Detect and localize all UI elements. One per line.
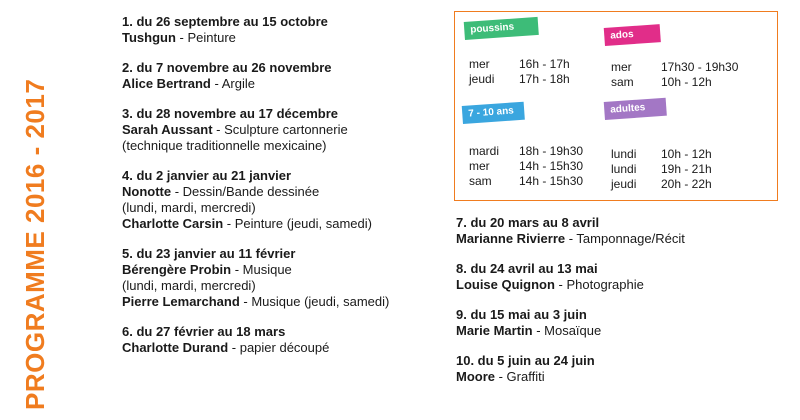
program-entry [122,106,442,154]
program-entry [122,14,442,46]
entry-line [122,294,442,310]
program-entry [456,215,786,247]
tag-7-10-ans: 7 - 10 ans [462,102,525,124]
time-label: 17h30 - 19h30 [661,60,739,74]
group-ados [611,60,738,90]
entry-line [122,340,442,356]
tag-ados: ados [604,24,661,46]
schedule-row [469,174,583,189]
program-entry [122,168,442,232]
group-adultes [611,147,712,192]
activity-description: - Argile [210,76,255,91]
artist-name: Tushgun [122,30,176,45]
entry-date-range: 10. du 5 juin au 24 juin [456,353,595,368]
activity-description: - Sculpture cartonnerie [212,122,348,137]
schedule-row [611,60,738,75]
program-title: PROGRAMME 2016 - 2017 [20,78,50,410]
artist-name: Moore [456,369,495,384]
artist-name: Marie Martin [456,323,533,338]
activity-description: - Peinture (jeudi, samedi) [223,216,372,231]
artist-name: Alice Bertrand [122,76,211,91]
entry-date-range: 7. du 20 mars au 8 avril [456,215,600,230]
activity-description: (technique traditionnelle mexicaine) [122,138,327,153]
schedule-row [469,57,570,72]
entry-line [122,138,442,154]
schedule-row [469,159,583,174]
time-label: 14h - 15h30 [519,159,584,173]
entry-date-range: 1. du 26 septembre au 15 octobre [122,14,328,29]
day-label: mer [469,57,490,71]
entry-line [122,122,442,138]
time-label: 18h - 19h30 [519,144,584,158]
entry-line [122,216,442,232]
day-label: mer [611,60,632,74]
program-column-right [456,215,786,399]
time-label: 10h - 12h [661,147,712,161]
day-label: lundi [611,162,637,176]
activity-description: - Peinture [175,30,236,45]
entry-date-range: 2. du 7 novembre au 26 novembre [122,60,332,75]
activity-description: - papier découpé [228,340,330,355]
activity-description: (lundi, mardi, mercredi) [122,200,256,215]
day-label: lundi [611,147,637,161]
time-label: 10h - 12h [661,75,712,89]
schedule-row [611,177,712,192]
tag-poussins: poussins [464,17,539,40]
artist-name: Sarah Aussant [122,122,213,137]
schedule-row [469,144,583,159]
program-entry [456,261,786,293]
program-entry [456,307,786,339]
time-label: 17h - 18h [519,72,570,86]
program-entry [122,60,442,92]
day-label: jeudi [611,177,637,191]
group-7-10-ans [469,144,583,189]
program-entry [122,324,442,356]
artist-name: Marianne Rivierre [456,231,566,246]
activity-description: - Photographie [554,277,644,292]
time-label: 14h - 15h30 [519,174,584,188]
entry-line [122,30,442,46]
schedule-row [611,75,738,90]
day-label: jeudi [469,72,495,86]
program-entry [456,353,786,385]
schedule-row [611,147,712,162]
entry-date-range: 5. du 23 janvier au 11 février [122,246,296,261]
schedule-box [454,11,778,201]
entry-line [456,369,786,385]
artist-name: Charlotte Durand [122,340,229,355]
program-column-left [122,14,442,370]
schedule-row [611,162,712,177]
day-label: mardi [469,144,500,158]
activity-description: - Graffiti [495,369,545,384]
entry-line [122,76,442,92]
entry-line [456,277,786,293]
entry-line [122,278,442,294]
tag-adultes: adultes [604,98,667,120]
activity-description: - Tamponnage/Récit [565,231,685,246]
day-label: sam [611,75,634,89]
activity-description: - Dessin/Bande dessinée [171,184,320,199]
program-entry [122,246,442,310]
time-label: 19h - 21h [661,162,712,176]
entry-line [122,262,442,278]
artist-name: Nonotte [122,184,172,199]
activity-description: (lundi, mardi, mercredi) [122,278,256,293]
artist-name: Pierre Lemarchand [122,294,240,309]
time-label: 20h - 22h [661,177,712,191]
group-poussins [469,57,570,87]
entry-line [456,323,786,339]
entry-date-range: 3. du 28 novembre au 17 décembre [122,106,339,121]
day-label: mer [469,159,490,173]
schedule-row [469,72,570,87]
artist-name: Charlotte Carsin [122,216,224,231]
artist-name: Louise Quignon [456,277,555,292]
artist-name: Bérengère Probin [122,262,232,277]
time-label: 16h - 17h [519,57,570,71]
entry-date-range: 8. du 24 avril au 13 mai [456,261,598,276]
entry-line [122,184,442,200]
entry-date-range: 9. du 15 mai au 3 juin [456,307,587,322]
activity-description: - Musique (jeudi, samedi) [239,294,390,309]
entry-date-range: 6. du 27 février au 18 mars [122,324,286,339]
entry-date-range: 4. du 2 janvier au 21 janvier [122,168,292,183]
activity-description: - Mosaïque [532,323,602,338]
entry-line [122,200,442,216]
entry-line [456,231,786,247]
activity-description: - Musique [231,262,292,277]
day-label: sam [469,174,492,188]
